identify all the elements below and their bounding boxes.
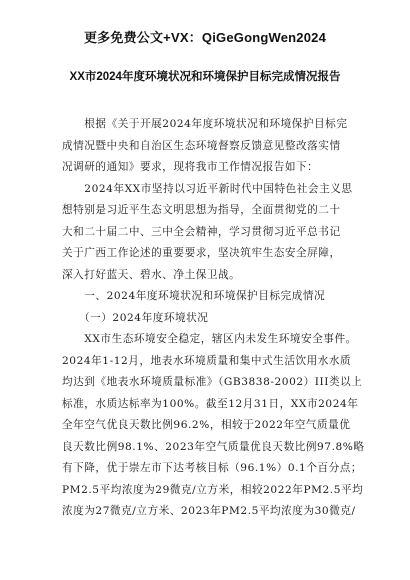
body-line: 深入打好蓝天、碧水、净土保卫战。 xyxy=(62,268,241,281)
body-line: 成情况暨中央和自治区生态环境督察反馈意见整改落实情 xyxy=(62,139,341,152)
body-line: 况调研的通知》要求，现将我市工作情况报告如下： xyxy=(62,161,319,173)
body-line: 关于广西工作论述的重要要求，坚决筑牢生态安全屏障， xyxy=(62,247,341,259)
body-line: 浓度为27微克/立方米、2023年PM2.5平均浓度为30微克/ xyxy=(62,505,356,517)
body-line: 大和二十届二中、三中全会精神，学习贯彻习近平总书记 xyxy=(62,225,341,238)
body-line: 良天数比例98.1%、2023年空气质量优良天数比例97.8%略 xyxy=(62,440,365,453)
body-line: 均达到《地表水环境质量标准》（GB3838-2002）III类以上 xyxy=(62,376,363,388)
body-line: 根据《关于开展2024年度环境状况和环境保护目标完 xyxy=(62,118,348,130)
body-line: 标准，水质达标率为100%。截至12月31日，XX市2024年 xyxy=(62,397,359,410)
body-line: 全年空气优良天数比例96.2%，相较于2022年空气质量优 xyxy=(62,419,351,431)
document-body xyxy=(62,114,365,523)
document-title: XX市2024年度环境状况和环境保护目标完成情况报告 xyxy=(69,71,341,83)
body-line: PM2.5平均浓度为29微克/立方米，相较2022年PM2.5平均 xyxy=(62,483,364,496)
body-line: 2024年1-12月，地表水环境质量和集中式生活饮用水水质 xyxy=(62,354,352,367)
body-line: 2024年XX市坚持以习近平新时代中国特色社会主义思 xyxy=(62,182,353,195)
body-line: XX市生态环境安全稳定，辖区内未发生环境安全事件。 xyxy=(62,333,357,345)
body-line: 想特别是习近平生态文明思想为指导，全面贯彻党的二十 xyxy=(62,204,341,216)
body-line: 有下降，优于崇左市下达考核目标（96.1%）0.1个百分点； xyxy=(62,462,363,474)
watermark-header: 更多免费公文+VX：QiGeGongWen2024 xyxy=(83,30,327,45)
subsection-heading: （一）2024年度环境状况 xyxy=(62,311,209,324)
section-heading: 一、2024年度环境状况和环境保护目标完成情况 xyxy=(62,290,326,302)
